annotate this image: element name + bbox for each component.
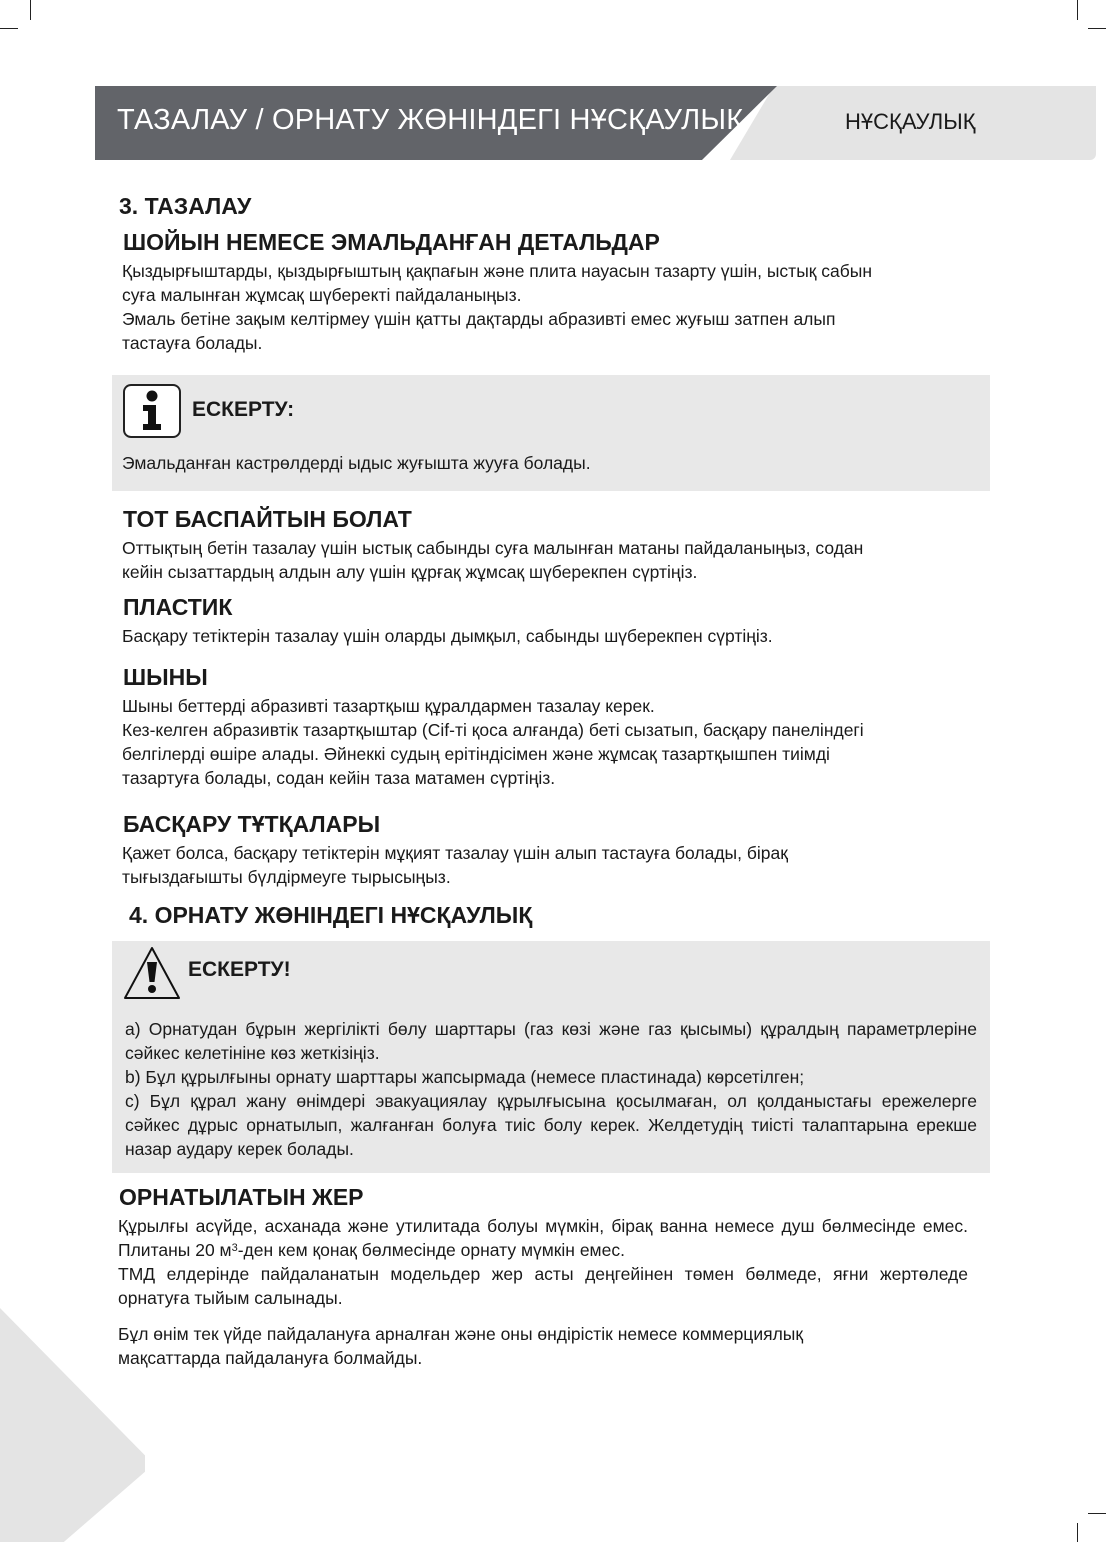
location-text-1b: -ден кем қонақ бөлмесінде орнату мүмкін емес. bbox=[237, 1240, 625, 1260]
note-box bbox=[112, 375, 990, 491]
header-tag: НҰСҚАУЛЫҚ bbox=[845, 109, 976, 134]
section-title-installation: 4. ОРНАТУ ЖӨНІНДЕГІ НҰСҚАУЛЫҚ bbox=[129, 902, 533, 928]
location-text-3a: Бұл өнім тек үйде пайдалануға арналған және оны өндірістік немесе коммерциялық bbox=[118, 1324, 804, 1344]
crop-mark-top-left-h bbox=[0, 28, 18, 29]
stainless-text-2: кейін сызаттардың алдын алу үшін құрғақ жұмсақ шүберекпен сүртіңіз. bbox=[122, 562, 698, 582]
warning-label: ЕСКЕРТУ! bbox=[188, 958, 291, 981]
stainless-text-1: Оттықтың бетін тазалау үшін ыстық сабынды суға малынған матаны пайдаланыңыз, содан bbox=[122, 538, 864, 558]
page-title: ТАЗАЛАУ / ОРНАТУ ЖӨНІНДЕГІ НҰСҚАУЛЫҚ bbox=[117, 104, 744, 136]
glass-text-4: тазартуға болады, содан кейін таза матамен сүртіңіз. bbox=[122, 768, 556, 788]
warning-box bbox=[112, 941, 990, 1173]
heading-stainless: ТОТ БАСПАЙТЫН БОЛАТ bbox=[123, 506, 412, 532]
cast-iron-text-4: тастауға болады. bbox=[122, 333, 263, 353]
knobs-text-2: тығыздағышты бүлдірмеуге тырысыңыз. bbox=[122, 867, 451, 887]
crop-mark-top-left bbox=[30, 0, 31, 20]
info-icon bbox=[123, 384, 181, 438]
warning-icon bbox=[122, 945, 182, 999]
heading-glass: ШЫНЫ bbox=[123, 664, 208, 690]
knobs-text-1: Қажет болса, басқару тетіктерін мұқият тазалау үшін алып тастауға болады, бірақ bbox=[122, 843, 788, 863]
heading-plastic: ПЛАСТИК bbox=[123, 594, 233, 620]
cast-iron-text-2: суға малынған жұмсақ шүберекті пайдаланыңыз. bbox=[122, 285, 522, 305]
section-title-cleaning: 3. ТАЗАЛАУ bbox=[119, 193, 252, 219]
warning-item-c: c) Бұл құрал жану өнімдері эвакуациялау құрылғысына қосылмаған, ол қолданыстағы ережелерге сәйкес дұрыс орнатылып, жалғанған болуға тиіс болу керек. Желдетудің тиісті талаптарына ерекше назар аудару керек болады. bbox=[125, 1091, 977, 1159]
crop-mark-top-right bbox=[1077, 0, 1078, 20]
note-text: Эмальданған кастрөлдерді ыдыс жуғышта жууға болады. bbox=[122, 453, 591, 473]
location-text-2: ТМД елдерінде пайдаланатын модельдер жер асты деңгейінен төмен бөлмеде, яғни жертөледе орнатуға тыйым салынады. bbox=[118, 1264, 968, 1308]
plastic-text-1: Басқару тетіктерін тазалау үшін оларды дымқыл, сабынды шүберекпен сүртіңіз. bbox=[122, 626, 773, 646]
heading-cast-iron: ШОЙЫН НЕМЕСЕ ЭМАЛЬДАНҒАН ДЕТАЛЬДАР bbox=[123, 229, 660, 255]
glass-text-2: Кез-келген абразивтік тазартқыштар (Cif-ті қоса алғанда) беті сызатып, басқару панеліндегі bbox=[122, 720, 864, 740]
cast-iron-text-3: Эмаль бетіне зақым келтірмеу үшін қатты дақтарды абразивті емес жуғыш затпен алып bbox=[122, 309, 836, 329]
crop-mark-top-right-h bbox=[1088, 28, 1106, 29]
glass-text-3: белгілерді өшіре алады. Әйнеккі судың ерітіндісімен және жұмсақ тазартқышпен тиімді bbox=[122, 744, 830, 764]
location-text-1a: Құрылғы асүйде, асханада және утилитада болуы мүмкін, бірақ ванна немесе душ бөлмесінде емес. Плитаны 20 м bbox=[118, 1216, 968, 1260]
warning-item-b: b) Бұл құрылғыны орнату шарттары жапсырмада (немесе пластинада) көрсетілген; bbox=[125, 1067, 805, 1087]
location-text-1-sup: 3 bbox=[231, 1242, 238, 1254]
location-text-3b: мақсаттарда пайдалануға болмайды. bbox=[118, 1348, 423, 1368]
crop-mark-bottom-right bbox=[1077, 1523, 1078, 1542]
heading-location: ОРНАТЫЛАТЫН ЖЕР bbox=[119, 1184, 364, 1210]
glass-text-1: Шыны беттерді абразивті тазартқыш құралдармен тазалау керек. bbox=[122, 696, 655, 716]
crop-mark-bottom-right-h bbox=[1088, 1513, 1106, 1514]
cast-iron-text-1: Қыздырғыштарды, қыздырғыштың қақпағын және плита науасын тазарту үшін, ыстық сабын bbox=[122, 261, 873, 281]
location-text-1 bbox=[118, 1214, 968, 1262]
warning-item-a: a) Орнатудан бұрын жергілікті бөлу шарттары (газ көзі және газ қысымы) құралдың параметрлеріне сәйкес келетініне көз жеткізіңіз. bbox=[125, 1019, 977, 1063]
heading-knobs: БАСҚАРУ ТҰТҚАЛАРЫ bbox=[123, 811, 381, 837]
note-label: ЕСКЕРТУ: bbox=[192, 398, 295, 421]
